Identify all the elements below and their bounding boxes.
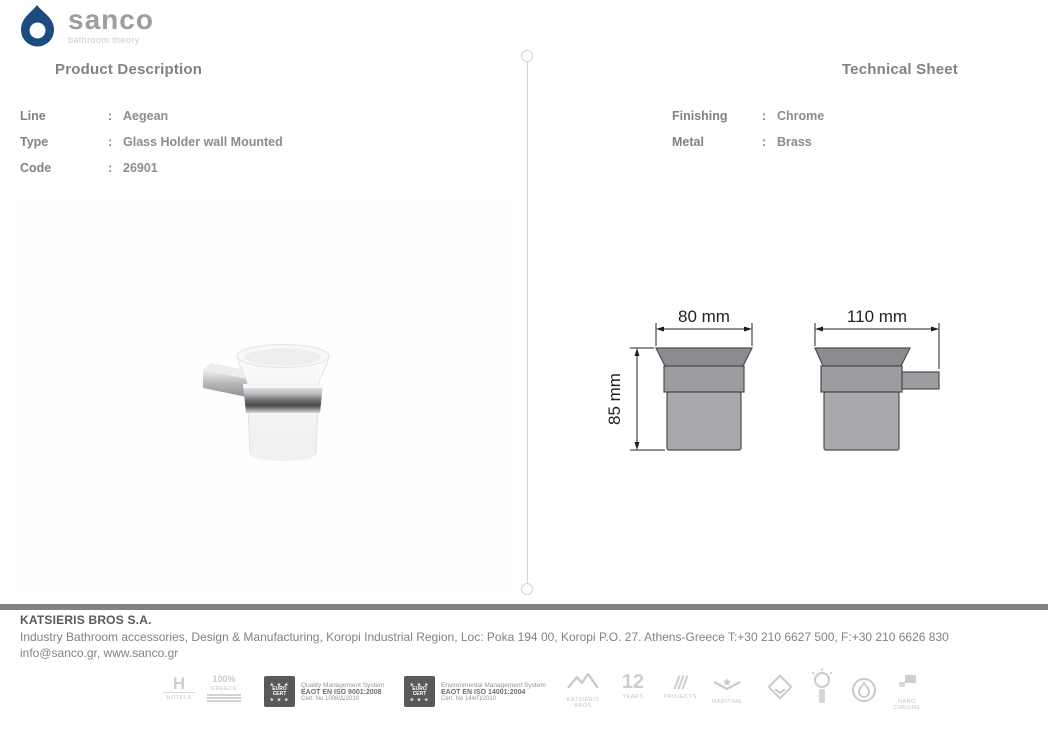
sanco-lab-badge: [804, 668, 840, 711]
katsieris-bros-badge: KATSIERIS BROS: [561, 672, 605, 709]
eco-circle-badge: [848, 676, 880, 709]
me-diamond-badge: [762, 672, 798, 707]
technical-sheet-specs: [672, 109, 1002, 161]
brand-tagline: bathroom theory: [68, 35, 140, 45]
spec-label: Code: [20, 161, 52, 175]
lightbulb-icon: [807, 668, 837, 706]
spec-value: 26901: [123, 161, 158, 175]
hotels-badge: H HOTELS: [163, 676, 195, 701]
spec-value: Glass Holder wall Mounted: [123, 135, 283, 149]
divider-bottom-circle: [521, 583, 533, 595]
spec-colon: :: [108, 109, 113, 123]
chrome-ring-holder: [243, 384, 323, 413]
divider-top-circle: [521, 50, 533, 62]
spec-colon: :: [762, 109, 767, 123]
product-photo-glass-holder: [195, 332, 345, 472]
technical-drawings: [600, 296, 960, 471]
diamond-chevron-icon: [765, 672, 795, 702]
spec-label: Type: [20, 135, 49, 149]
eurocert-box-icon: ★ ★ ★ EURO CERT ★ ★ ★: [404, 676, 435, 707]
spec-row-finishing: [672, 109, 1002, 124]
spec-row-type: [20, 135, 440, 150]
mountains-icon: [566, 672, 600, 690]
nano-chrome-badge: NANO CHROME: [888, 674, 926, 711]
12-years-badge: 12 YEARS: [617, 672, 649, 700]
eurocert-9001-badge: ★ ★ ★ EURO CERT ★ ★ ★ Quality Management System EAOT EN ISO 9001:2008 Cert. No 1008/Δ/2010: [264, 676, 384, 707]
spec-row-metal: [672, 135, 1002, 150]
footer-divider-bar: [0, 604, 1048, 610]
glass-cup-inner: [245, 349, 321, 366]
front-width-dim-label: 80 mm: [678, 307, 730, 326]
chrome-ring-highlight: [243, 384, 323, 388]
product-description-specs: [20, 109, 440, 184]
product-image-area: [18, 200, 510, 595]
spec-colon: :: [108, 135, 113, 149]
spec-colon: :: [762, 135, 767, 149]
projects-badge: /// PROJECTS: [663, 673, 697, 700]
spec-value: Aegean: [123, 109, 169, 123]
greece-100-badge: 100% GREECE: [207, 674, 241, 703]
spec-value: Chrome: [777, 109, 825, 123]
12-years-icon: 12: [621, 671, 645, 693]
maritime-badge: MARITIME: [705, 678, 749, 705]
greece-stripes-icon: [207, 694, 241, 702]
spec-row-line: [20, 109, 440, 124]
footer-contacts: info@sanco.gr, www.sanco.gr: [20, 646, 179, 660]
spec-label: Line: [20, 109, 46, 123]
brand-name: sanco: [68, 4, 154, 35]
spec-label: Metal: [672, 135, 704, 149]
eurocert-box-icon: ★ ★ ★ EURO CERT ★ ★ ★: [264, 676, 295, 707]
footer-company-name: KATSIERIS BROS S.A.: [20, 613, 152, 627]
seagull-star-icon: [710, 678, 744, 692]
brand-logo: [16, 4, 154, 48]
spec-label: Finishing: [672, 109, 728, 123]
diagonal-stripes-icon: ///: [673, 673, 686, 693]
front-view-drawing: [656, 348, 752, 450]
side-width-dim-label: 110 mm: [846, 307, 908, 326]
product-description-title: Product Description: [55, 61, 203, 78]
glass-cup-bottom: [250, 447, 316, 461]
side-view-drawing: [815, 348, 939, 450]
certification-badges-row: [0, 668, 1048, 718]
sanco-droplet-icon: [16, 4, 58, 48]
eurocert-14001-badge: ★ ★ ★ EURO CERT ★ ★ ★ Environmental Management System EAOT EN ISO 14001:2004 Cert. No 144/Π/2010: [404, 676, 546, 707]
spec-value: Brass: [777, 135, 812, 149]
front-height-dim-label: 85 mm: [605, 373, 624, 425]
footer-address: Industry Bathroom accessories, Design & Manufacturing, Koropi Industrial Region, Loc: Poka 194 00, Koropi P.O. 27. Athens-Greece T:+30 210 6627 500, F:+30 210 6626 830: [20, 630, 949, 644]
spec-colon: :: [108, 161, 113, 175]
hotels-icon: H: [163, 676, 195, 693]
vertical-divider: [527, 62, 528, 585]
technical-sheet-title: Technical Sheet: [841, 61, 958, 78]
eco-droplet-circle-icon: [850, 676, 878, 704]
greece-100-icon: 100%: [212, 674, 236, 684]
brand-text: [68, 6, 154, 45]
nano-squares-icon: [895, 674, 919, 692]
spec-row-code: [20, 161, 440, 176]
